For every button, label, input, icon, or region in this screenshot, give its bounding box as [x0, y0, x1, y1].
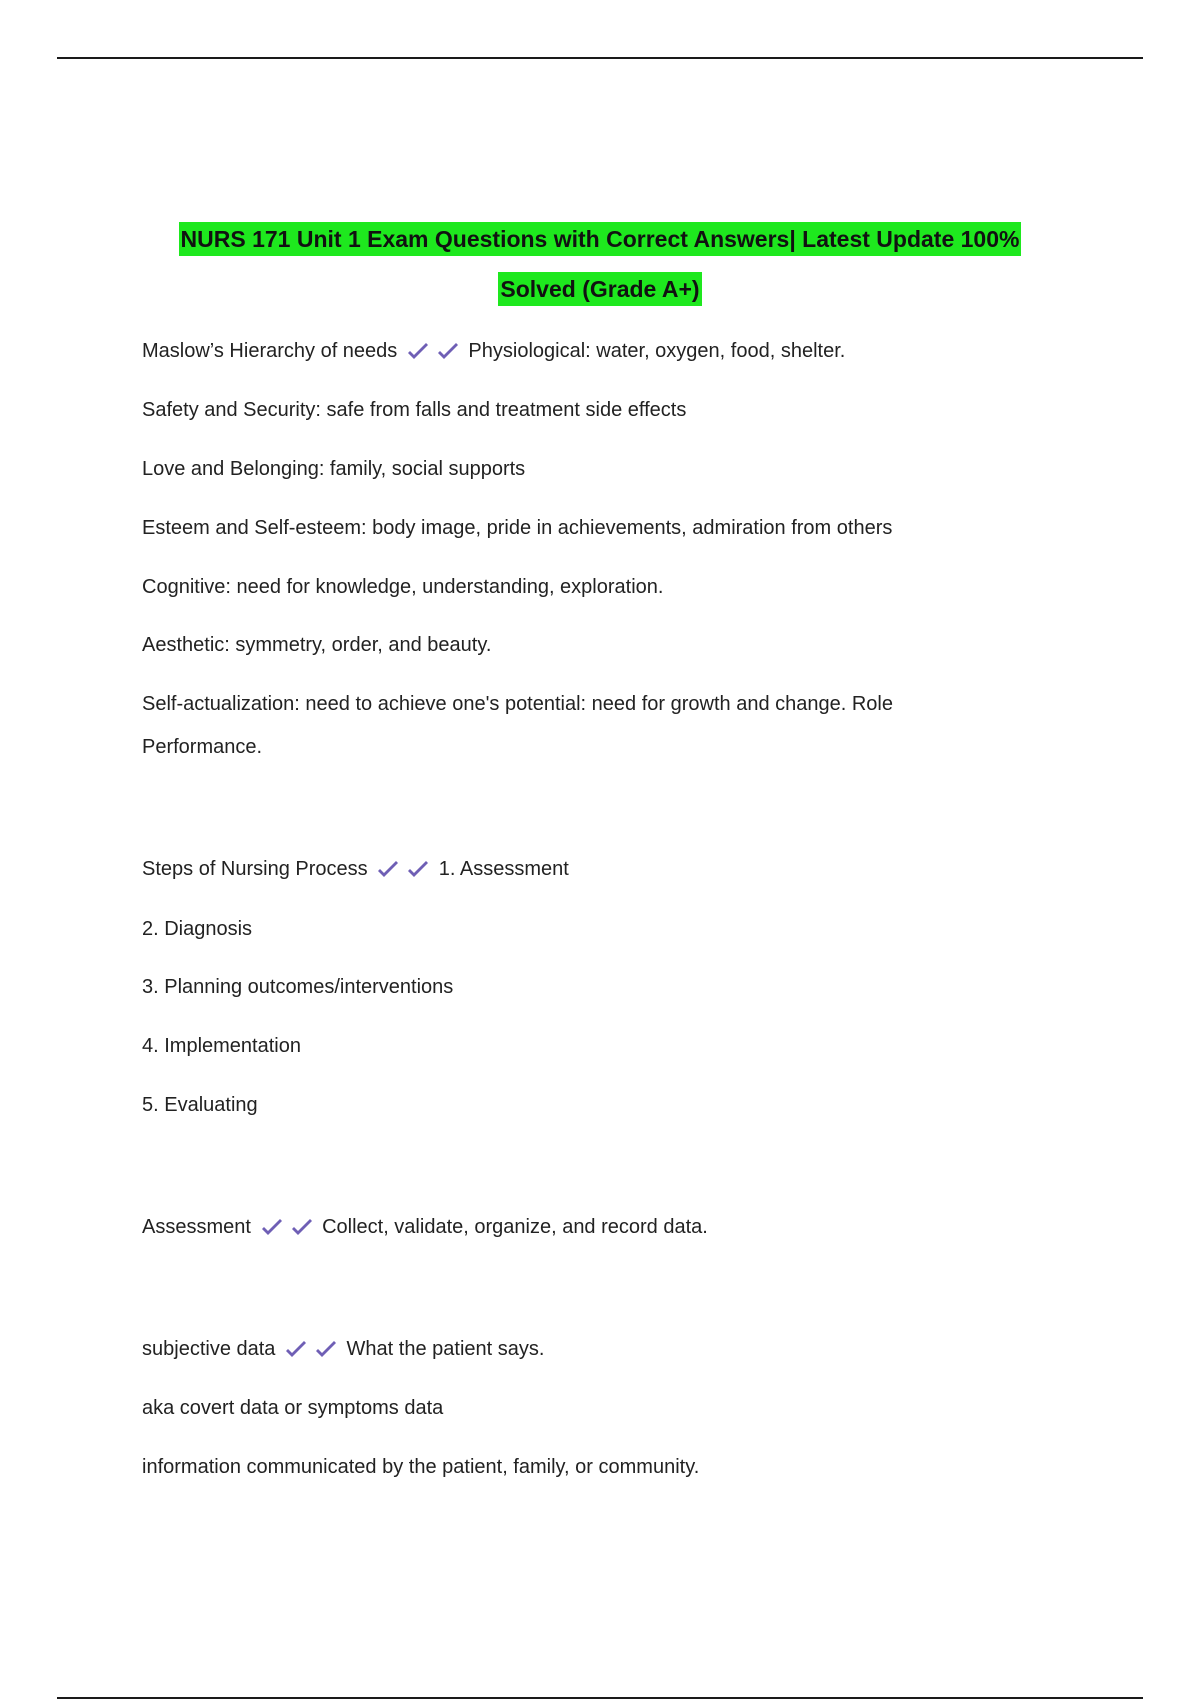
- qa-nursing-process: [142, 854, 569, 884]
- qa-maslow: [142, 336, 845, 366]
- qa-subjective-data: [142, 1334, 544, 1364]
- body-line: information communicated by the patient, family, or community.: [142, 1456, 700, 1478]
- body-line: Esteem and Self-esteem: body image, pride in achievements, admiration from others: [142, 517, 893, 539]
- check-icon: [289, 1217, 315, 1239]
- check-icon: [313, 1339, 339, 1361]
- body-line: Cognitive: need for knowledge, understanding, exploration.: [142, 576, 664, 598]
- body-line: Safety and Security: safe from falls and treatment side effects: [142, 399, 687, 421]
- top-rule: [57, 57, 1143, 59]
- answer: Collect, validate, organize, and record data.: [322, 1216, 708, 1238]
- check-icon: [405, 341, 431, 363]
- term: Maslow’s Hierarchy of needs: [142, 340, 398, 362]
- body-line: 3. Planning outcomes/interventions: [142, 976, 454, 998]
- body-line: 4. Implementation: [142, 1035, 301, 1057]
- term: subjective data: [142, 1338, 276, 1360]
- check-icon: [259, 1217, 285, 1239]
- title-line-1: NURS 171 Unit 1 Exam Questions with Correct Answers| Latest Update 100%: [179, 222, 1022, 256]
- qa-assessment: [142, 1212, 708, 1242]
- body-line: Love and Belonging: family, social supports: [142, 458, 526, 480]
- body-line: Aesthetic: symmetry, order, and beauty.: [142, 634, 492, 656]
- term: Assessment: [142, 1216, 251, 1238]
- answer: Physiological: water, oxygen, food, shelter.: [468, 340, 846, 362]
- body-line: aka covert data or symptoms data: [142, 1397, 444, 1419]
- check-icon: [283, 1339, 309, 1361]
- title-line-2: Solved (Grade A+): [498, 272, 701, 306]
- body-line: Self-actualization: need to achieve one's potential: need for growth and change. Role Performance.: [142, 693, 893, 758]
- check-icon: [435, 341, 461, 363]
- term: Steps of Nursing Process: [142, 858, 368, 880]
- body-line: 2. Diagnosis: [142, 918, 253, 940]
- document-title: [100, 214, 1100, 314]
- bottom-rule: [57, 1697, 1143, 1699]
- body-line: 5. Evaluating: [142, 1094, 258, 1116]
- check-icon: [375, 859, 401, 881]
- answer: What the patient says.: [346, 1338, 545, 1360]
- check-icon: [405, 859, 431, 881]
- answer: 1. Assessment: [438, 858, 569, 880]
